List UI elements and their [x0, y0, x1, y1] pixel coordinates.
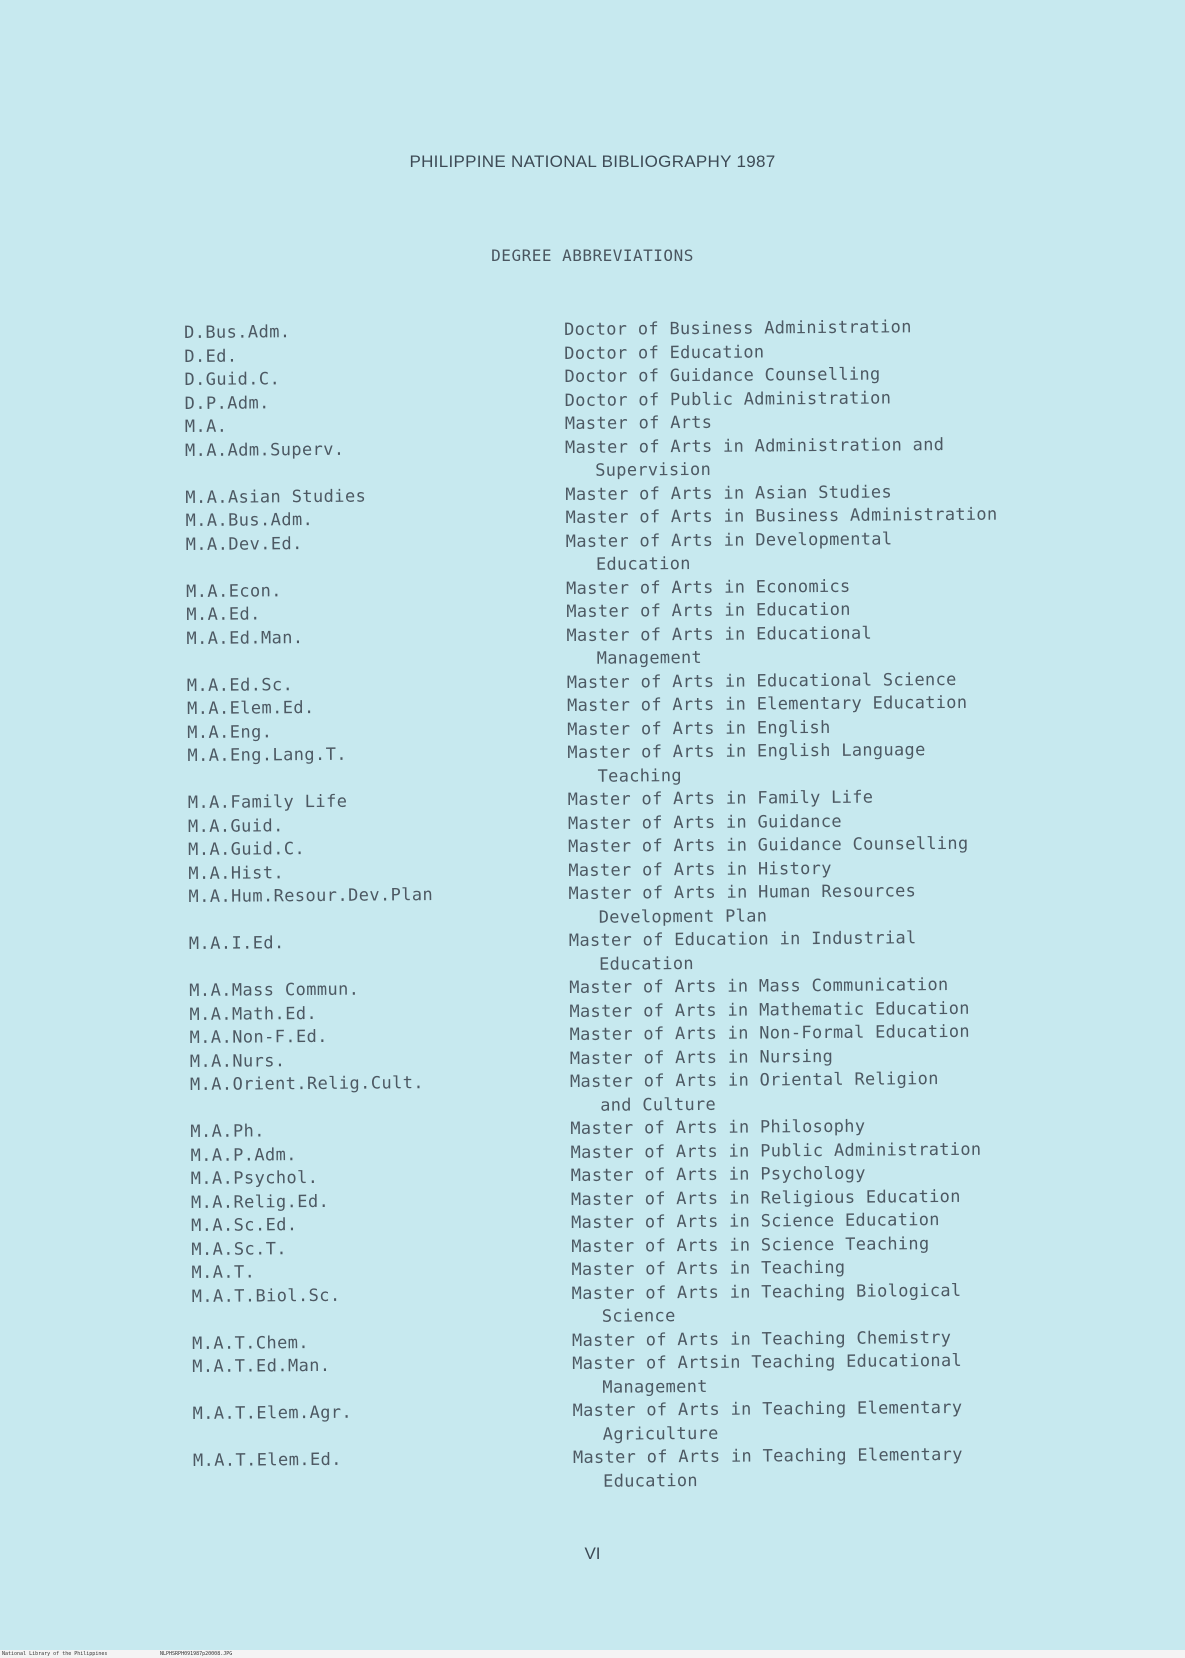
- scan-credit: National Library of the Philippines: [2, 1651, 108, 1657]
- degree-abbreviation: M.A.Nurs.: [189, 1050, 286, 1072]
- degree-name-continuation: Education: [598, 953, 694, 975]
- abbreviation-entry: [192, 1395, 1152, 1450]
- degree-abbreviation: D.Ed.: [184, 346, 238, 367]
- degree-abbreviation: M.A.T.Elem.Agr.: [192, 1402, 353, 1424]
- abbreviation-entry: [193, 1442, 1153, 1497]
- degree-abbreviation: M.A.Non-F.Ed.: [189, 1026, 328, 1048]
- degree-name-line: Master of Arts in Teaching Elementary: [572, 1397, 963, 1421]
- degree-name-line: Master of Arts in Public Administration: [570, 1139, 982, 1163]
- scan-footer: [0, 1650, 1185, 1658]
- degree-name-line: Master of Arts in Elementary Education: [566, 692, 968, 717]
- degree-name-line: Master of Arts: [564, 412, 713, 435]
- degree-name-line: Master of Arts in Developmental: [565, 528, 893, 552]
- degree-abbreviation: M.A.T.: [191, 1262, 256, 1283]
- degree-abbreviation: M.A.: [184, 416, 228, 437]
- degree-abbreviation: M.A.Guid.C.: [188, 839, 306, 860]
- degree-name-line: Master of Arts in Guidance Counselling: [568, 833, 969, 857]
- abbreviation-list: [184, 314, 1153, 1497]
- degree-abbreviation: M.A.Hist.: [188, 862, 285, 884]
- degree-abbreviation: M.A.Ed.Sc.: [186, 674, 294, 696]
- degree-abbreviation: M.A.Ed.: [186, 604, 261, 625]
- degree-name-line: Master of Arts in Business Administration: [565, 504, 998, 529]
- degree-name-line: Master of Arts in Nursing: [569, 1046, 834, 1069]
- degree-abbreviation: M.A.Orient.Relig.Cult.: [189, 1073, 425, 1095]
- degree-abbreviation: D.Guid.C.: [184, 369, 281, 390]
- degree-name-line: Master of Arts in Economics: [566, 576, 851, 599]
- degree-name-line: Doctor of Guidance Counselling: [564, 364, 881, 388]
- degree-name-line: Master of Arts in Education: [566, 599, 851, 623]
- abbreviation-entry: [192, 1348, 1152, 1403]
- degree-name-line: Master of Arts in Mathematic Education: [569, 998, 970, 1022]
- degree-abbreviation: M.A.T.Biol.Sc.: [191, 1285, 341, 1307]
- degree-name: [572, 1278, 1152, 1330]
- degree-name-line: Master of Arts in Administration and: [564, 434, 945, 458]
- degree-name-line: Master of Artsin Teaching Educational: [572, 1350, 963, 1374]
- abbreviation-entry: [192, 1278, 1152, 1333]
- degree-name-line: Master of Arts in Teaching Biological: [571, 1280, 962, 1304]
- degree-name-continuation: Development Plan: [598, 905, 768, 928]
- degree-name-line: Master of Arts in English: [567, 717, 831, 740]
- degree-abbreviation: M.A.Math.Ed.: [189, 1003, 318, 1025]
- degree-name: [572, 1395, 1152, 1447]
- degree-name-continuation: and Culture: [600, 1094, 717, 1116]
- degree-abbreviation: M.A.Family Life: [187, 791, 348, 813]
- degree-name-line: Master of Arts in Educational: [566, 623, 873, 646]
- degree-name-line: Doctor of Education: [564, 341, 765, 364]
- degree-name-line: Master of Arts in Psychology: [570, 1163, 866, 1186]
- page-number: VI: [584, 1544, 601, 1563]
- degree-abbreviation: M.A.Guid.: [187, 815, 284, 837]
- degree-abbreviation: M.A.Ph.: [190, 1121, 265, 1142]
- degree-name: [566, 526, 1146, 578]
- section-heading: DEGREE ABBREVIATIONS: [491, 246, 694, 265]
- degree-abbreviation: M.A.Ed.Man.: [186, 627, 304, 649]
- degree-name-line: Master of Arts in Mass Communication: [569, 975, 949, 998]
- degree-name: [565, 432, 1145, 484]
- degree-name-line: Master of Arts in Oriental Religion: [569, 1069, 939, 1092]
- degree-abbreviation: M.A.I.Ed.: [188, 933, 285, 954]
- degree-name-continuation: Education: [603, 1470, 699, 1492]
- degree-abbreviation: M.A.Asian Studies: [185, 486, 367, 508]
- degree-name: [568, 878, 1148, 930]
- degree-name: [572, 1348, 1152, 1400]
- abbreviation-entry: [187, 737, 1147, 792]
- abbreviation-entry: [186, 526, 1146, 581]
- degree-name-line: Master of Arts in Educational Science: [566, 669, 957, 693]
- degree-name-line: Master of Arts in Guidance: [567, 811, 842, 834]
- degree-abbreviation: M.A.Psychol.: [190, 1167, 319, 1189]
- degree-name-line: Master of Arts in English Language: [567, 740, 926, 764]
- degree-name-line: Master of Arts in History: [568, 858, 832, 881]
- abbreviation-entry: [186, 620, 1146, 675]
- degree-abbreviation: M.A.Sc.Ed.: [191, 1215, 298, 1236]
- degree-abbreviation: M.A.Hum.Resour.Dev.Plan: [188, 885, 434, 907]
- running-title: PHILIPPINE NATIONAL BIBLIOGRAPHY 1987: [409, 152, 776, 171]
- degree-name-line: Master of Arts in Human Resources: [568, 881, 917, 904]
- degree-abbreviation: M.A.T.Chem.: [191, 1332, 310, 1354]
- degree-name-line: Master of Arts in Teaching Chemistry: [571, 1327, 952, 1351]
- degree-abbreviation: M.A.T.Elem.Ed.: [192, 1449, 342, 1471]
- degree-name-continuation: Management: [602, 1376, 708, 1398]
- degree-name-continuation: Science: [601, 1306, 676, 1327]
- degree-abbreviation: M.A.Dev.Ed.: [185, 533, 303, 555]
- degree-name-line: Master of Arts in Asian Studies: [565, 481, 893, 505]
- degree-name-continuation: Education: [595, 554, 691, 575]
- degree-name-line: Master of Arts in Philosophy: [570, 1116, 866, 1139]
- degree-abbreviation: M.A.Relig.Ed.: [190, 1191, 330, 1213]
- degree-name: [567, 737, 1147, 789]
- degree-abbreviation: M.A.Eng.Lang.T.: [187, 744, 348, 766]
- degree-name-line: Master of Arts in Teaching Elementary: [572, 1444, 963, 1468]
- degree-name-line: Doctor of Public Administration: [564, 387, 892, 411]
- abbreviation-entry: [185, 432, 1145, 487]
- degree-name-continuation: Teaching: [597, 765, 682, 787]
- abbreviation-entry: [189, 925, 1149, 980]
- degree-abbreviation: M.A.T.Ed.Man.: [192, 1355, 331, 1377]
- degree-name-continuation: Supervision: [595, 459, 712, 481]
- degree-name: [569, 925, 1149, 977]
- degree-abbreviation: M.A.Mass Commun.: [189, 979, 360, 1001]
- degree-name-line: Master of Arts in Family Life: [567, 787, 874, 811]
- degree-name-continuation: Management: [596, 647, 703, 669]
- degree-abbreviation: M.A.P.Adm.: [190, 1144, 297, 1166]
- degree-name-line: Master of Arts in Science Teaching: [571, 1233, 930, 1257]
- degree-name-line: Master of Arts in Teaching: [571, 1257, 846, 1280]
- abbreviation-entry: [188, 878, 1148, 933]
- abbreviation-entry: [190, 1066, 1150, 1121]
- degree-abbreviation: M.A.Adm.Superv.: [184, 439, 345, 461]
- scan-file-id: NLPHSRPH091987p20008.JPG: [160, 1651, 233, 1657]
- degree-name-line: Master of Education in Industrial: [568, 928, 917, 951]
- degree-abbreviation: M.A.Sc.T.: [191, 1238, 288, 1260]
- degree-name-continuation: Agriculture: [602, 1423, 719, 1445]
- degree-abbreviation: M.A.Elem.Ed.: [186, 697, 315, 719]
- degree-name: [566, 620, 1146, 672]
- degree-abbreviation: M.A.Econ.: [186, 580, 282, 602]
- degree-abbreviation: M.A.Eng.: [187, 721, 273, 743]
- degree-name: [573, 1442, 1153, 1494]
- degree-name-line: Master of Arts in Science Education: [571, 1210, 940, 1233]
- degree-name: [570, 1066, 1150, 1118]
- degree-name-line: Master of Arts in Non-Formal Education: [569, 1021, 971, 1045]
- degree-name-line: Doctor of Business Administration: [563, 317, 912, 341]
- degree-abbreviation: D.Bus.Adm.: [184, 322, 291, 343]
- degree-abbreviation: D.P.Adm.: [184, 392, 270, 414]
- degree-name-line: Master of Arts in Religious Education: [570, 1186, 961, 1210]
- degree-abbreviation: M.A.Bus.Adm.: [185, 509, 314, 531]
